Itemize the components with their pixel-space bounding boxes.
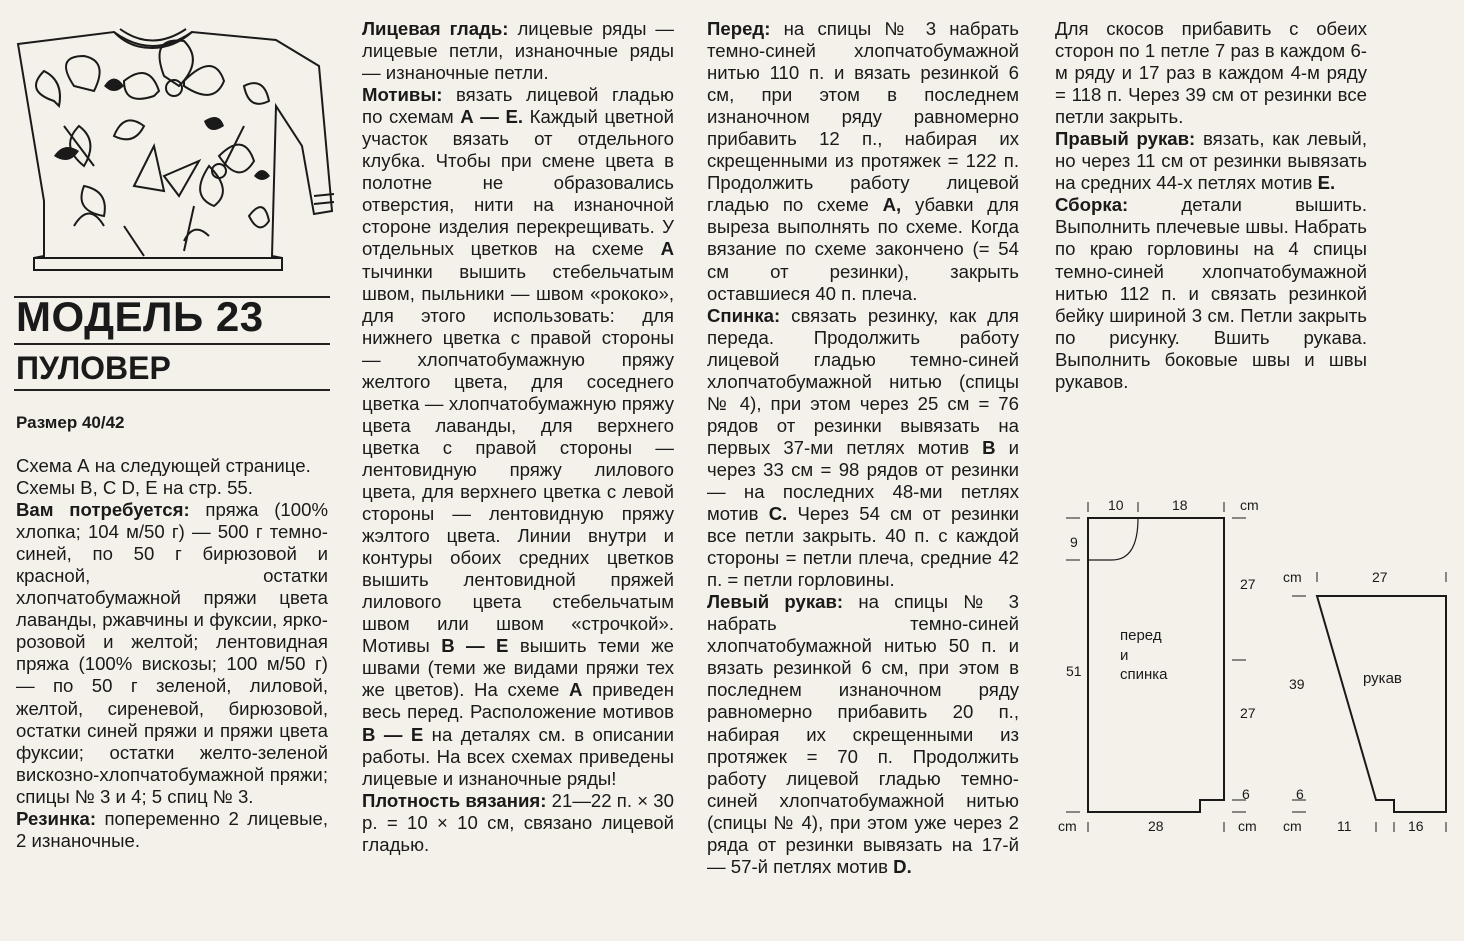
left-sleeve-paragraph [707, 591, 1019, 878]
back-label: Спинка: [707, 304, 781, 326]
body-rib-height: 6 [1242, 786, 1250, 802]
materials-label: Вам потребуется: [16, 499, 190, 521]
front-bold: А, [882, 194, 902, 216]
sleeve-piece-label: рукав [1363, 670, 1402, 687]
column-3 [707, 18, 1019, 878]
gauge-paragraph [362, 790, 674, 856]
rib-label: Резинка: [16, 807, 97, 829]
front-text: убавки для выреза выполнять по схеме. Когда вязание по схеме закончено (= 54 см от резинки), закрыть оставшиеся 40 п. плеча. [707, 194, 1019, 304]
sweater-illustration [14, 26, 334, 282]
stockinette-text: лицевые ряды — лицевые петли, изнаночные ряды — изнаночные петли. [362, 18, 675, 84]
schema-a-note: Схема А на следующей странице. [16, 455, 311, 476]
rib-text: попеременно 2 лицевые, 2 изнаночные. [16, 807, 328, 851]
left-sleeve-label: Левый рукав: [707, 591, 844, 613]
body-neck-depth: 9 [1070, 534, 1078, 550]
body-piece-label-1: перед [1120, 627, 1162, 644]
front-paragraph [707, 18, 1019, 305]
body-width-right: 18 [1172, 497, 1188, 513]
schemas-bcde-note: Схемы B, C D, E на стр. 55. [16, 477, 253, 499]
left-sleeve-bold: D. [893, 855, 912, 877]
subtitle-rule [14, 389, 330, 391]
sleeve-bottom-left: 11 [1337, 818, 1352, 834]
body-piece-label-3: спинка [1120, 666, 1168, 683]
rib-paragraph [16, 808, 328, 852]
increases-paragraph: Для скосов прибавить с обеих сторон по 1 петле 7 раз в каждом 6-м ряду и 17 раз в каждом 4-м ряду = 118 п. Через 39 см от резинки все петли закрыть. [1055, 18, 1367, 128]
body-upper-height: 27 [1240, 576, 1256, 592]
motifs-text: на деталях см. в описании работы. На всех схемах приведены лицевые и изнаночные ряды! [362, 723, 674, 789]
back-paragraph [707, 305, 1019, 592]
motifs-label: Мотивы: [362, 84, 443, 106]
right-sleeve-paragraph [1055, 128, 1367, 194]
assembly-label: Сборка: [1055, 194, 1129, 216]
assembly-text: детали вышить. Выполнить плечевые швы. Набрать по краю горловины на 4 спицы темно-синей хлопчатобумажной нитью 112 п. и связать резинкой бейку шириной 3 см. Петли закрыть по рисунку. Вшить рукава. Выполнить боковые швы и швы рукавов. [1055, 194, 1367, 392]
motifs-bold: В — Е [362, 723, 424, 745]
body-piece-outline [1088, 518, 1224, 812]
back-bold: С. [768, 503, 788, 525]
column-1 [16, 455, 328, 852]
gauge-label: Плотность вязания: [362, 789, 547, 811]
motifs-bold: А [569, 679, 583, 701]
stockinette-label: Лицевая гладь: [362, 18, 509, 39]
sleeve-unit-top: cm [1283, 569, 1302, 585]
body-unit-bottom-left: cm [1058, 818, 1077, 834]
body-unit-top: cm [1240, 497, 1259, 513]
body-width-left: 10 [1108, 497, 1124, 513]
title-rule [14, 343, 330, 345]
back-text: Через 54 см от резинки все петли закрыть. 40 п. с каждой стороны = петли плеча, средние 42 п. = петли горловины. [707, 503, 1019, 591]
motifs-text: вязать лицевой гладью по схемам [362, 84, 674, 128]
right-sleeve-label: Правый рукав: [1055, 128, 1196, 150]
sleeve-top-width: 27 [1372, 569, 1388, 585]
motifs-text: приведен весь перед. Расположение мотивов [362, 679, 674, 723]
body-unit-bottom-right: cm [1238, 818, 1257, 834]
size-line: Размер 40/42 [16, 413, 125, 432]
stockinette-paragraph [362, 18, 674, 84]
left-sleeve-text: на спицы № 3 набрать темно-синей хлопчатобумажной нитью 50 п. и вязать резинкой 6 см, при этом в последнем изнаночном ряду равномерно прибавить 20 п., набирая их скрещенными из протяжек = 70 п. Продолжить работу лицевой гладью темно-синей хлопчатобумажной нитью (спицы № 4), при этом уже через 2 ряда от резинки вывязать на 17-й — 57-й петлях мотив [707, 591, 1019, 877]
back-bold: В [982, 436, 996, 458]
sleeve-length: 39 [1289, 676, 1305, 692]
front-label: Перед: [707, 18, 771, 39]
pattern-schematic [1052, 490, 1462, 840]
sleeve-unit-bottom: cm [1283, 818, 1302, 834]
sleeve-piece-outline [1317, 596, 1446, 812]
front-text: на спицы № 3 набрать темно-синей хлопчатобумажной нитью 110 п. и вязать резинкой 6 см, при этом в последнем изнаночном ряду равномерно прибавить 12 п., набирая их скрещенными из протяжек = 122 п. Продолжить работу лицевой гладью по схеме [707, 18, 1019, 216]
body-bottom-width: 28 [1148, 818, 1164, 834]
model-title: МОДЕЛЬ 23 [16, 293, 264, 340]
materials-text: пряжа (100% хлопка; 104 м/50 г) — 500 г темно-синей, по 50 г бирюзовой и красной, остатки хлопчатобумажной пряжи цвета лаванды, ржавчины и фуксии, ярко-розовой и желтой; лентовидная пряжа (100% вискозы; 100 м/50 г) — по 50 г зеленой, лиловой, желтой, сиреневой, бирюзовой, остатки синей пряжи и пряжи цвета фуксии; остатки желто-зеленой вискозно-хлопчатобумажной пряжи; спицы № 3 и 4; 5 спиц № 3. [16, 499, 328, 807]
motifs-text: тычинки вышить стебельчатым швом, пыльники — швом «рококо», для этого использовать: для нижнего цветка с правой стороны — хлопчатобумажную пряжу желтого цвета, для соседнего цветка — хлопчатобумажную пряжу цвета лаванды, для верхнего цветка с правой стороны — лентовидную пряжу лилового цвета, для верхнего цветка с левой стороны — лентовидную пряжу жэлтого цвета. Линии внутри и контуры обоих средних цветков вышить лентовидной пряжей лилового цвета стебельчатым швом или швом «строчкой». Мотивы [362, 260, 674, 657]
gauge-text: 21—22 п. × 30 р. = 10 × 10 см, связано лицевой гладью. [362, 789, 674, 855]
motifs-bold: А [660, 238, 674, 260]
back-text: и через 33 см = 98 рядов от резинки — на последних 48-ми петлях мотив [707, 436, 1019, 525]
sleeve-rib-height: 6 [1296, 786, 1304, 802]
materials-paragraph [16, 499, 328, 808]
right-sleeve-bold: Е. [1317, 172, 1336, 194]
motifs-bold: А — Е. [460, 106, 524, 128]
body-piece-label-2: и [1120, 647, 1129, 664]
assembly-paragraph [1055, 194, 1367, 392]
column-2 [362, 18, 674, 856]
body-lower-height: 27 [1240, 705, 1256, 721]
column-4 [1055, 18, 1367, 393]
motifs-bold: В — Е [441, 635, 509, 657]
sleeve-bottom-right: 16 [1408, 818, 1424, 834]
model-subtitle: ПУЛОВЕР [16, 350, 171, 386]
neckline-curve [1088, 518, 1138, 560]
motifs-paragraph [362, 84, 674, 790]
back-text: связать резинку, как для переда. Продолжить работу лицевой гладью темно-синей хлопчатобумажной нитью (спицы № 4), при этом через 25 см = 76 рядов от резинки вывязать на первых 37-ми петлях мотив [707, 304, 1019, 458]
motifs-text: Каждый цветной участок вязать от отдельного клубка. Чтобы при смене цвета в полотне не образовались отверстия, нити на изнаночной стороне изделия перекрещивать. У отдельных цветков на схеме [362, 106, 675, 260]
body-total-height: 51 [1066, 663, 1082, 679]
right-sleeve-text: вязать, как левый, но через 11 см от резинки вывязать на средних 44-х петлях мотив [1055, 128, 1367, 194]
motifs-text: вышить теми же швами (теми же видами пряжи тех же цветов). На схеме [362, 635, 674, 701]
